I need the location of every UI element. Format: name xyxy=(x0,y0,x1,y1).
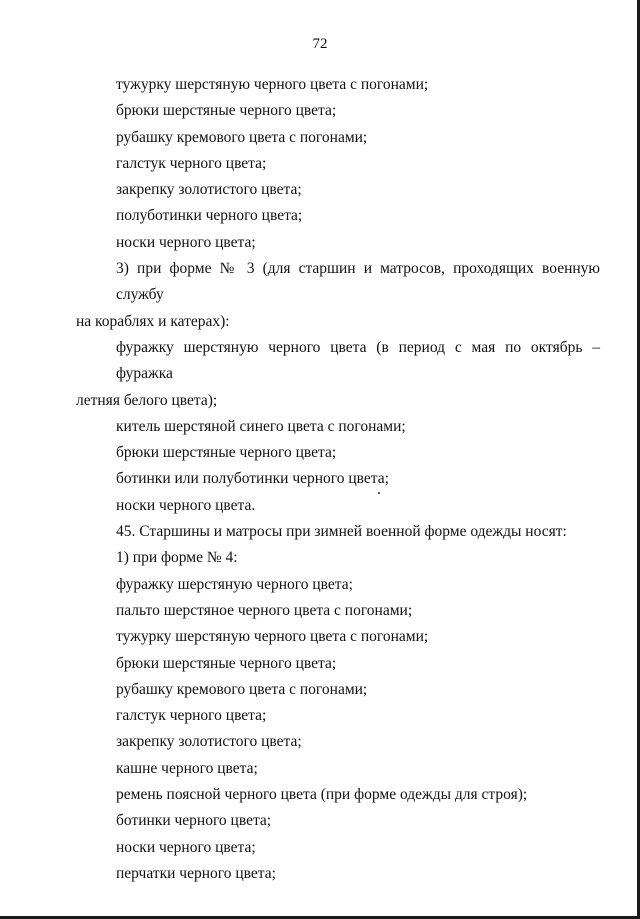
text-line: тужурку шерстяную черного цвета с погонами; xyxy=(116,628,429,646)
text-line: фуражку шерстяную черного цвета (в период с мая по октябрь – фуражка xyxy=(116,338,600,383)
text-line: на кораблях и катерах): xyxy=(76,312,230,330)
text-line: брюки шерстяные черного цвета; xyxy=(116,654,337,672)
text-line: пальто шерстяное черного цвета с погонами; xyxy=(116,601,413,619)
text-line: галстук черного цвета; xyxy=(116,707,267,725)
text-line: 1) при форме № 4: xyxy=(116,549,238,567)
text-line: 45. Старшины и матросы при зимней военной форме одежды носят: xyxy=(116,523,567,541)
text-line: закрепку золотистого цвета; xyxy=(116,733,302,751)
text-line: китель шерстяной синего цвета с погонами; xyxy=(116,417,406,435)
text-line: брюки шерстяные черного цвета; xyxy=(116,102,337,120)
text-line: кашне черного цвета; xyxy=(116,759,258,777)
text-line: носки черного цвета; xyxy=(116,233,256,251)
text-line: перчатки черного цвета; xyxy=(116,864,276,882)
page-number: 72 xyxy=(312,36,328,52)
text-line: 3) при форме № 3 (для старшин и матросов, проходящих военную службу xyxy=(116,260,600,304)
text-line: брюки шерстяные черного цвета; xyxy=(116,444,337,462)
text-line: ботинки или полуботинки черного цвета; xyxy=(116,470,389,488)
document-body xyxy=(76,72,600,887)
text-line: закрепку золотистого цвета; xyxy=(116,181,302,199)
scan-speck xyxy=(378,492,380,494)
text-line: ботинки черного цвета; xyxy=(116,812,272,830)
text-line: рубашку кремового цвета с погонами; xyxy=(116,680,368,698)
text-line: ремень поясной черного цвета (при форме одежды для строя); xyxy=(116,786,528,804)
text-line: носки черного цвета; xyxy=(116,838,256,856)
text-line: летняя белого цвета); xyxy=(76,391,218,409)
text-line: фуражку шерстяную черного цвета; xyxy=(116,575,353,593)
text-line: галстук черного цвета; xyxy=(116,154,267,172)
text-line: носки черного цвета. xyxy=(116,496,256,514)
text-line: тужурку шерстяную черного цвета с погонами; xyxy=(116,76,429,93)
text-line: полуботинки черного цвета; xyxy=(116,207,303,225)
text-line: рубашку кремового цвета с погонами; xyxy=(116,128,368,146)
